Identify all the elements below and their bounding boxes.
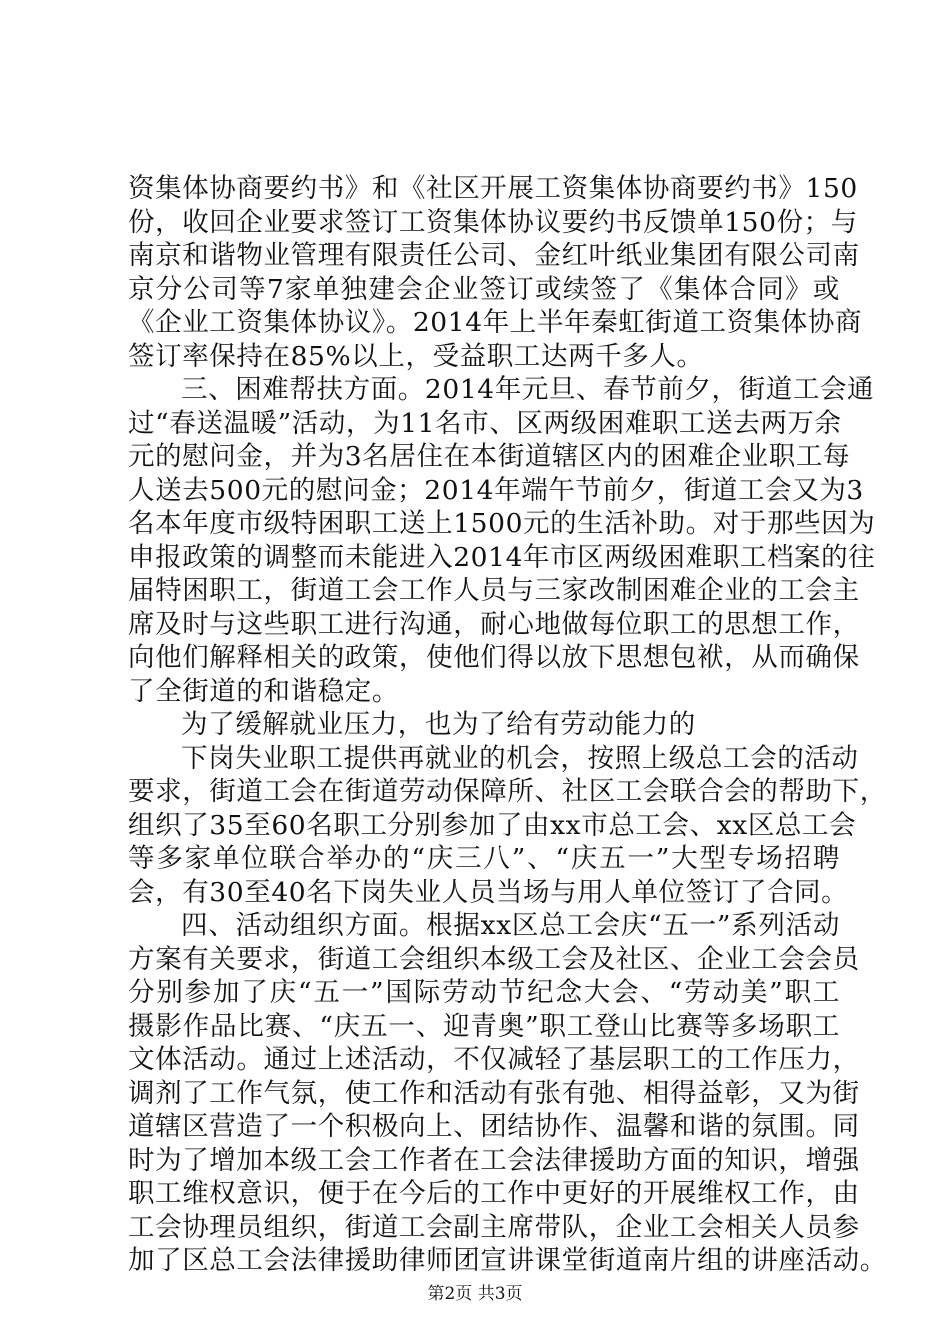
text-line: 人送去500元的慰问金；2014年端午节前夕，街道工会又为3 <box>128 474 864 506</box>
text-line: 三、困难帮扶方面。2014年元旦、春节前夕，街道工会通 <box>181 374 875 405</box>
text-line: 分别参加了庆“五一”国际劳动节纪念大会、“劳动美”职工 <box>128 977 840 1008</box>
text-line: 会，有30至40名下岗失业人员当场与用人单位签订了合同。 <box>128 876 849 908</box>
page-footer <box>0 1279 950 1304</box>
text-line: 方案有关要求，街道工会组织本级工会及社区、企业工会会员 <box>128 943 860 975</box>
text-line: 道辖区营造了一个积极向上、团结协作、温馨和谐的氛围。同 <box>128 1111 860 1142</box>
text-line: 名本年度市级特困职工送上1500元的生活补助。对于那些因为 <box>128 508 876 539</box>
text-line: 资集体协商要约书》和《社区开展工资集体协商要约书》150 <box>128 173 858 204</box>
text-line: 元的慰问金，并为3名居住在本街道辖区内的困难企业职工每 <box>128 441 851 472</box>
text-line: 届特困职工，街道工会工作人员与三家改制困难企业的工会主 <box>128 575 860 606</box>
document-body <box>128 172 887 1278</box>
text-line: 席及时与这些职工进行沟通，耐心地做每位职工的思想工作， <box>128 608 860 640</box>
text-line: 摄影作品比赛、“庆五一、迎青奥”职工登山比赛等多场职工 <box>128 1010 840 1042</box>
text-line: 四、活动组织方面。根据xx区总工会庆“五一”系列活动 <box>181 910 840 941</box>
text-line: 工会协理员组织，街道工会副主席带队，企业工会相关人员参 <box>128 1211 860 1243</box>
text-line: 签订率保持在85%以上，受益职工达两千多人。 <box>128 340 704 372</box>
page-number-label: 第2页 共3页 <box>427 1284 523 1304</box>
text-line: 《企业工资集体协议》。2014年上半年秦虹街道工资集体协商 <box>128 307 863 338</box>
text-line: 申报政策的调整而未能进入2014年市区两级困难职工档案的往 <box>128 541 876 573</box>
text-line: 向他们解释相关的政策，使他们得以放下思想包袱，从而确保 <box>128 642 860 673</box>
text-line: 等多家单位联合举办的“庆三八”、“庆五一”大型专场招聘 <box>128 843 840 874</box>
text-line: 为了缓解就业压力，也为了给有劳动能力的 <box>181 709 696 740</box>
text-line: 要求，街道工会在街道劳动保障所、社区工会联合会的帮助下， <box>128 776 887 807</box>
text-line: 份，收回企业要求签订工资集体协议要约书反馈单150份；与 <box>128 206 858 238</box>
text-line: 京分公司等7家单独建会企业签订或续签了《集体合同》或 <box>128 273 840 305</box>
text-line: 南京和谐物业管理有限责任公司、金红叶纸业集团有限公司南 <box>128 240 860 271</box>
text-line: 了全街道的和谐稳定。 <box>128 675 399 707</box>
text-line: 加了区总工会法律援助律师团宣讲课堂街道南片组的讲座活动。 <box>128 1245 887 1276</box>
text-line: 时为了增加本级工会工作者在工会法律援助方面的知识，增强 <box>128 1144 860 1176</box>
text-line: 文体活动。通过上述活动，不仅减轻了基层职工的工作压力， <box>128 1044 860 1075</box>
text-line: 调剂了工作气氛，使工作和活动有张有弛、相得益彰，又为街 <box>128 1077 860 1109</box>
text-line: 职工维权意识，便于在今后的工作中更好的开展维权工作，由 <box>128 1178 860 1209</box>
text-line: 下岗失业职工提供再就业的机会，按照上级总工会的活动 <box>181 742 859 774</box>
text-line: 组织了35至60名职工分别参加了由xx市总工会、xx区总工会 <box>128 809 857 841</box>
text-line: 过“春送温暖”活动，为11名市、区两级困难职工送去两万余 <box>128 407 842 439</box>
